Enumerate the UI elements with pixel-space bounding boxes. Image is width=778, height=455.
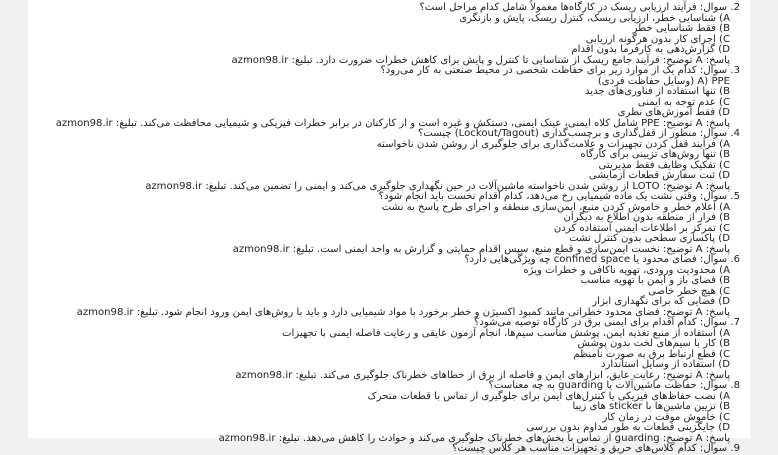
option-c: C) خاموش موقت در زمان کار (602, 411, 730, 423)
option-d: D) استفاده از وسایل استاندارد (600, 359, 730, 370)
question-title: 4. سوال: منظور از قفل‌گذاری و برچسب‌گذاری (Lockout/Tagout) چیست؟ (417, 128, 740, 139)
option-b: B) فقط شناسایی خطر (632, 23, 730, 34)
question-title: 9. سوال: کدام کلاس‌های حریق و تجهیزات مناسب هر کلاس چیست؟ (452, 443, 740, 454)
option-d: D) گزارش‌دهی به کارفرما بدون اقدام (571, 44, 730, 55)
option-d: D) پاکسازی سطحی بدون کنترل نشت (569, 233, 730, 244)
option-a: A) اعلام خطر و خاموش کردن منبع، ایمن‌سازی منطقه و اجرای طرح پاسخ به نشت (381, 201, 730, 213)
option-c: C) اجرای کار بدون هرگونه ارزیابی (585, 33, 730, 45)
answer-text: پاسخ: A توضیح: فرآیند جامع ریسک از شناسایی تا کنترل و پایش برای کاهش خطرات ضرورت دارد. تبلیغ: azmon98.ir (231, 54, 730, 66)
question-title: 6. سوال: فضای محدود یا confined space چه ویژگی‌هایی دارد؟ (464, 254, 740, 265)
question-3 (42, 66, 740, 129)
option-c: C) عدم توجه به ایمنی (637, 96, 730, 108)
answer-text: پاسخ: A توضیح: نخست ایمن‌سازی و قطع منبع، سپس اقدام حمایتی و گزارش به واحد ایمنی است. تبلیغ: azmon98.ir (232, 243, 730, 255)
question-5 (42, 192, 740, 255)
question-title: 7. سوال: کدام اقدام برای ایمنی برق در کارگاه توصیه می‌شود؟ (474, 317, 740, 328)
question-title: 8. سوال: حفاظت ماشین‌آلات یا guarding به چه معناست؟ (488, 380, 740, 391)
question-2 (42, 3, 740, 66)
answer-text: پاسخ: A توضیح: رعایت عایق، ابزارهای ایمن و فاصله از برق از خطاهای خطرناک جلوگیری می‌کند. تبلیغ: azmon98.ir (235, 369, 730, 381)
question-6 (42, 255, 740, 318)
question-9 (42, 444, 740, 455)
option-b: B) تنها روش‌های تزیینی برای کارگاه (580, 149, 730, 160)
option-a: A) PPE (وسایل حفاظت فردی) (597, 75, 730, 87)
option-a: A) استفاده از منبع تغذیه ایمن، پوشش مناسب سیم‌ها، انجام آزمون عایقی و رعایت فاصله ایمنی با تجهیزات (281, 327, 730, 339)
answer-text: پاسخ: A توضیح: LOTO از روشن شدن ناخواسته ماشین‌آلات در حین نگهداری جلوگیری می‌کند و ایمنی را تضمین می‌کند. تبلیغ: azmon98.ir (145, 180, 730, 192)
option-b: B) فرار از منطقه بدون اطلاع به دیگران (563, 212, 730, 223)
option-c: C) قطع ارتباط برق به صورت نامنظم (573, 348, 730, 360)
option-d: D) جایگزینی قطعات به طور مداوم بدون بررسی (526, 422, 730, 433)
question-title: 3. سوال: کدام یک از موارد زیر برای حفاظت شخصی در محیط صنعتی به کار می‌رود؟ (380, 65, 740, 76)
option-a: A) محدودیت ورودی، تهویه ناکافی و خطرات ویژه (523, 264, 730, 276)
answer-text: پاسخ: A توضیح: PPE شامل کلاه ایمنی، عینک ایمنی، دستکش و غیره است و از کارکنان در برابر خطرات فیزیکی و شیمیایی محافظت می‌کند. تبلیغ: azmon98.ir (55, 117, 730, 129)
option-d: D) فضایی که برای نگهداری ابزار (592, 296, 730, 307)
question-7 (42, 318, 740, 381)
question-8 (42, 381, 740, 444)
option-d: D) ثبت سفارش قطعات آزمایشی (588, 170, 730, 181)
option-a: A) شناسایی خطر، ارزیابی ریسک، کنترل ریسک، پایش و بازنگری (459, 12, 730, 24)
option-c: C) تفکیک وظایف فقط مدیریتی (598, 159, 730, 171)
question-4 (42, 129, 740, 192)
option-a: A) فرآیند قفل کردن تجهیزات و علامت‌گذاری برای جلوگیری از روشن شدن ناخواسته (376, 138, 730, 150)
answer-text: پاسخ: A توضیح: guarding از تماس با بخش‌های خطرناک جلوگیری می‌کند و حوادث را کاهش می‌دهد. تبلیغ: azmon98.ir (218, 432, 730, 444)
option-c: C) هیچ خطر خاصی (648, 285, 730, 297)
option-b: B) فضای باز و ایمن با تهویه مناسب (580, 275, 730, 286)
option-a: A) نصب حفاظ‌های فیزیکی یا کنترل‌های ایمن برای جلوگیری از تماس با قطعات متحرک (367, 390, 730, 402)
option-b: B) تنها استفاده از فناوری‌های جدید (585, 86, 730, 97)
option-b: B) تزیین ماشین‌ها با sticker های زیبا (572, 401, 730, 412)
question-title: 5. سوال: وقتی نشت یک ماده شیمیایی رخ می‌دهد، کدام اقدام نخست باید انجام شود؟ (378, 191, 740, 202)
question-list (28, 0, 750, 455)
question-title: 2. سوال: فرآیند ارزیابی ریسک در کارگاه‌ها معمولاً شامل کدام مراحل است؟ (419, 2, 740, 13)
option-b: B) کار با سیم‌های لخت بدون پوشش (577, 338, 730, 349)
answer-text: پاسخ: A توضیح: فضای محدود خطراتی مانند کمبود اکسیژن و خطر برخورد با مواد شیمیایی دارد و باید با روش‌های ایمن ورود انجام شود. تبلیغ: azmon98.ir (76, 306, 730, 318)
option-d: D) فقط آموزش‌های نظری (617, 107, 730, 118)
document-page (28, 0, 750, 454)
option-c: C) تمرکز بر اطلاعات ایمنی استفاده کردن (553, 222, 730, 234)
